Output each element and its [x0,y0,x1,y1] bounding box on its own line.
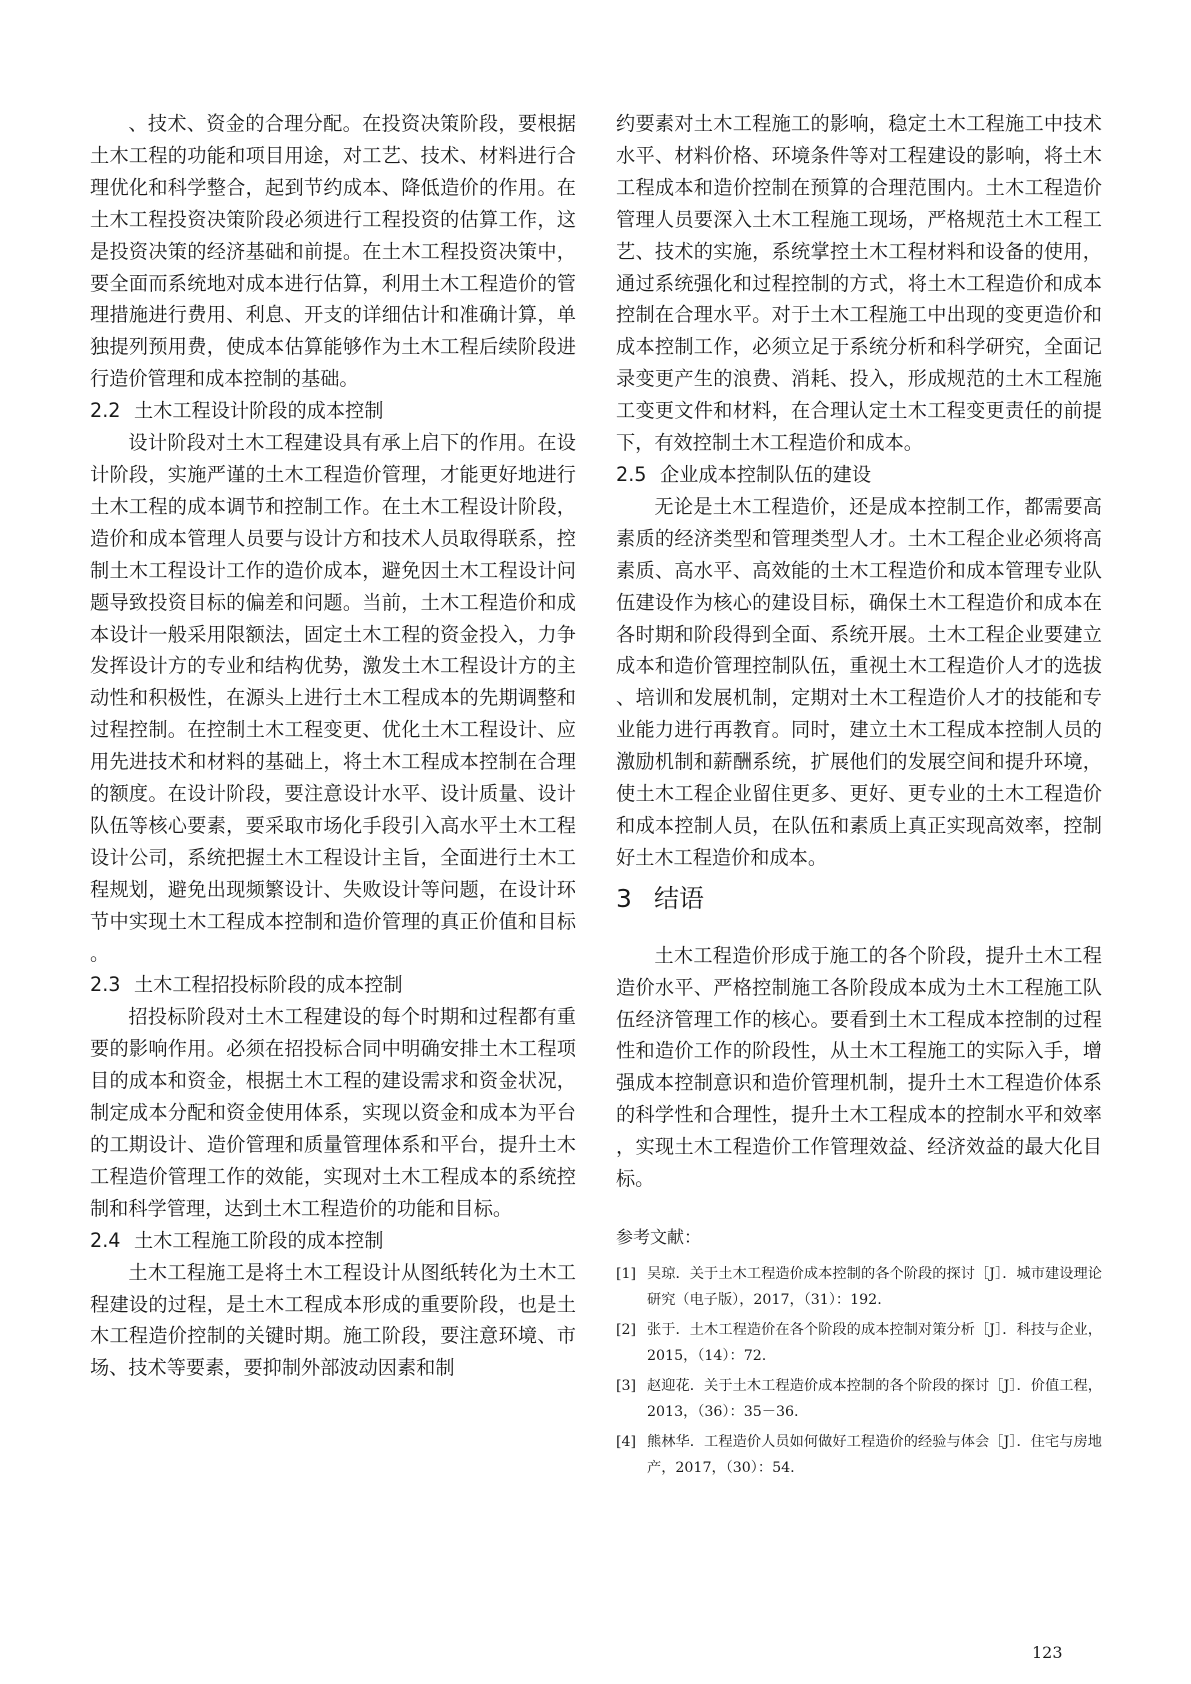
reference-text: 吴琼．关于土木工程造价成本控制的各个阶段的探讨［J］．城市建设理论研究（电子版），2017，（31）：192. [647,1266,1102,1308]
section-title: 企业成本控制队伍的建设 [660,462,872,486]
section-heading-2-4 [90,1225,576,1257]
reference-item [616,1317,1102,1369]
reference-text: 熊林华．工程造价人员如何做好工程造价的经验与体会［J］．住宅与房地产，2017，（30）：54. [647,1434,1102,1476]
section-number: 2.4 [90,1228,121,1252]
section-title: 结语 [654,883,705,913]
section-heading-3 [616,880,1102,918]
reference-item [616,1373,1102,1425]
section-number: 3 [616,883,632,913]
reference-number: [3] [616,1378,637,1394]
reference-item [616,1261,1102,1313]
section-heading-2-3 [90,969,576,1001]
right-column [616,108,1102,1485]
section-number: 2.5 [616,462,647,486]
page-number: 123 [1032,1643,1063,1662]
section-number: 2.3 [90,973,121,997]
body-paragraph: 土木工程造价形成于施工的各个阶段，提升土木工程造价水平、严格控制施工各阶段成本成为土木工程施工队伍经济管理工作的核心。要看到土木工程成本控制的过程性和造价工作的阶段性，从土木工程施工的实际入手，增强成本控制意识和造价管理机制，提升土木工程造价体系的科学性和合理性，提升土木工程成本的控制水平和效率，实现土木工程造价工作管理效益、经济效益的最大化目标。 [616,943,1102,1191]
reference-number: [4] [616,1434,637,1450]
section-title: 土木工程施工阶段的成本控制 [134,1228,384,1252]
body-paragraph: 招投标阶段对土木工程建设的每个时期和过程都有重要的影响作用。必须在招投标合同中明确安排土木工程项目的成本和资金，根据土木工程的建设需求和资金状况，制定成本分配和资金使用体系，实现以资金和成本为平台的工期设计、造价管理和质量管理体系和平台，提升土木工程造价管理工作的效能，实现对土木工程成本的系统控制和科学管理，达到土木工程造价的功能和目标。 [90,1005,576,1220]
reference-number: [1] [616,1266,637,1282]
body-paragraph: 约要素对土木工程施工的影响，稳定土木工程施工中技术水平、材料价格、环境条件等对工程建设的影响，将土木工程成本和造价控制在预算的合理范围内。土木工程造价管理人员要深入土木工程施工现场，严格规范土木工程工艺、技术的实施，系统掌控土木工程材料和设备的使用，通过系统强化和过程控制的方式，将土木工程造价和成本控制在合理水平。对于土木工程施工中出现的变更造价和成本控制工作，必须立足于系统分析和科学研究，全面记录变更产生的浪费、消耗、投入，形成规范的土木工程施工变更文件和材料，在合理认定土木工程变更责任的前提下，有效控制土木工程造价和成本。 [616,112,1102,455]
section-heading-2-5 [616,459,1102,491]
reference-list [616,1261,1102,1481]
reference-text: 赵迎花．关于土木工程造价成本控制的各个阶段的探讨［J］．价值工程，2013，（36）：35－36. [647,1378,1102,1420]
section-title: 土木工程招投标阶段的成本控制 [134,973,403,997]
body-paragraph: 无论是土木工程造价，还是成本控制工作，都需要高素质的经济类型和管理类型人才。土木工程企业必须将高素质、高水平、高效能的土木工程造价和成本管理专业队伍建设作为核心的建设目标，确保土木工程造价和成本在各时期和阶段得到全面、系统开展。土木工程企业要建立成本和造价管理控制队伍，重视土木工程造价人才的选拔、培训和发展机制，定期对土木工程造价人才的技能和专业能力进行再教育。同时，建立土木工程成本控制人员的激励机制和薪酬系统，扩展他们的发展空间和提升环境，使土木工程企业留住更多、更好、更专业的土木工程造价和成本控制人员，在队伍和素质上真正实现高效率，控制好土木工程造价和成本。 [616,494,1102,869]
body-paragraph: 设计阶段对土木工程建设具有承上启下的作用。在设计阶段，实施严谨的土木工程造价管理，才能更好地进行土木工程的成本调节和控制工作。在土木工程设计阶段，造价和成本管理人员要与设计方和技术人员取得联系，控制土木工程设计工作的造价成本，避免因土木工程设计问题导致投资目标的偏差和问题。当前，土木工程造价和成本设计一般采用限额法，固定土木工程的资金投入，力争发挥设计方的专业和结构优势，激发土木工程设计方的主动性和积极性，在源头上进行土木工程成本的先期调整和过程控制。在控制土木工程变更、优化土木工程设计、应用先进技术和材料的基础上，将土木工程成本控制在合理的额度。在设计阶段，要注意设计水平、设计质量、设计队伍等核心要素，要采取市场化手段引入高水平土木工程设计公司，系统把握土木工程设计主旨，全面进行土木工程规划，避免出现频繁设计、失败设计等问题，在设计环节中实现土木工程成本控制和造价管理的真正价值和目标。 [90,431,576,965]
section-number: 2.2 [90,399,121,423]
section-title: 土木工程设计阶段的成本控制 [134,399,384,423]
reference-item [616,1429,1102,1481]
reference-number: [2] [616,1322,637,1338]
references-heading: 参考文献： [616,1228,701,1248]
body-paragraph: 、技术、资金的合理分配。在投资决策阶段，要根据土木工程的功能和项目用途，对工艺、技术、材料进行合理优化和科学整合，起到节约成本、降低造价的作用。在土木工程投资决策阶段必须进行工程投资的估算工作，这是投资决策的经济基础和前提。在土木工程投资决策中，要全面而系统地对成本进行估算，利用土木工程造价的管理措施进行费用、利息、开支的详细估计和准确计算，单独提列预用费，使成本估算能够作为土木工程后续阶段进行造价管理和成本控制的基础。 [90,112,576,391]
body-paragraph: 土木工程施工是将土木工程设计从图纸转化为土木工程建设的过程，是土木工程成本形成的重要阶段，也是土木工程造价控制的关键时期。施工阶段，要注意环境、市场、技术等要素，要抑制外部波动因素和制 [90,1260,576,1380]
left-column [90,108,576,1384]
reference-text: 张于．土木工程造价在各个阶段的成本控制对策分析［J］．科技与企业，2015，（14）：72. [647,1322,1102,1364]
section-heading-2-2 [90,395,576,427]
